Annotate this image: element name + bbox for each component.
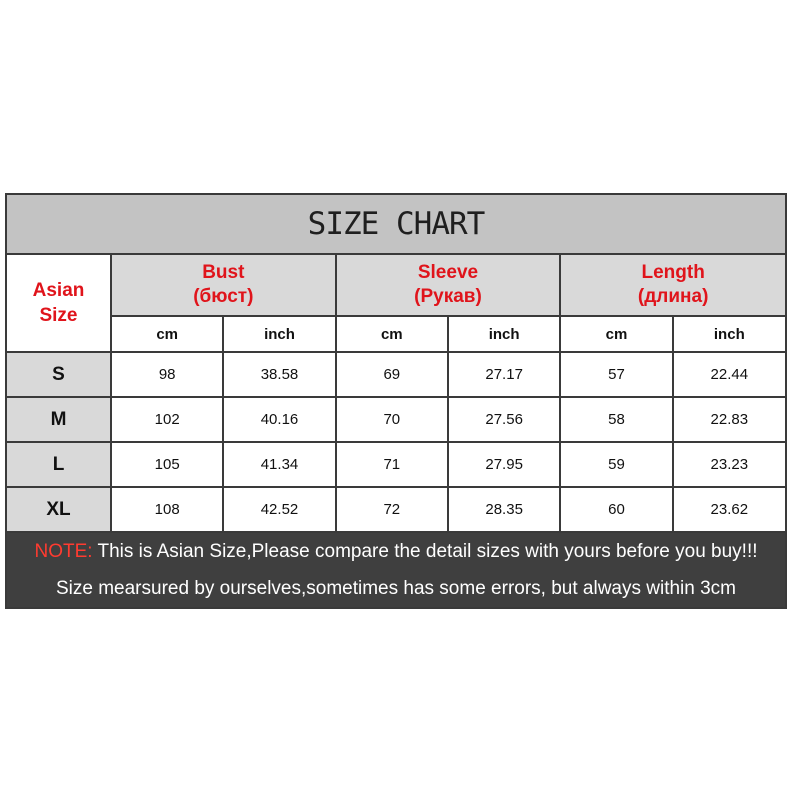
length-header <box>560 255 785 316</box>
asian-size-label-2: Size <box>39 305 78 326</box>
value-cell: 23.23 <box>673 442 785 487</box>
table-row <box>7 487 785 531</box>
value-cell: 40.16 <box>223 397 335 442</box>
value-cell: 72 <box>336 487 448 531</box>
value-cell: 108 <box>111 487 223 531</box>
value-cell: 71 <box>336 442 448 487</box>
size-table <box>7 255 785 531</box>
sleeve-header <box>336 255 561 316</box>
table-row <box>7 352 785 397</box>
value-cell: 57 <box>560 352 672 397</box>
size-cell: L <box>7 442 111 487</box>
value-cell: 22.44 <box>673 352 785 397</box>
bust-header <box>111 255 336 316</box>
asian-size-label-1: Asian <box>32 280 85 301</box>
value-cell: 69 <box>336 352 448 397</box>
table-row <box>7 442 785 487</box>
note-line-1 <box>7 533 785 570</box>
size-cell: M <box>7 397 111 442</box>
sleeve-label: Sleeve <box>417 262 479 283</box>
value-cell: 42.52 <box>223 487 335 531</box>
value-cell: 27.95 <box>448 442 560 487</box>
value-cell: 98 <box>111 352 223 397</box>
unit-cell: inch <box>448 316 560 352</box>
note-line-2: Size mearsured by ourselves,sometimes has some errors, but always within 3cm <box>55 577 737 599</box>
unit-cell: cm <box>336 316 448 352</box>
value-cell: 28.35 <box>448 487 560 531</box>
bust-sublabel: (бюст) <box>193 286 254 307</box>
value-cell: 58 <box>560 397 672 442</box>
bust-label: Bust <box>202 262 245 283</box>
unit-cell: cm <box>560 316 672 352</box>
length-label: Length <box>641 262 705 283</box>
value-cell: 27.17 <box>448 352 560 397</box>
value-cell: 38.58 <box>223 352 335 397</box>
chart-title: SIZE CHART <box>7 195 785 255</box>
unit-cell: cm <box>111 316 223 352</box>
value-cell: 41.34 <box>223 442 335 487</box>
sleeve-sublabel: (Рукав) <box>414 286 482 307</box>
notes-panel <box>7 531 785 607</box>
note-label: NOTE: <box>34 540 93 562</box>
unit-cell: inch <box>223 316 335 352</box>
value-cell: 59 <box>560 442 672 487</box>
size-chart <box>5 193 787 609</box>
asian-size-header <box>7 255 111 352</box>
size-cell: S <box>7 352 111 397</box>
value-cell: 22.83 <box>673 397 785 442</box>
value-cell: 102 <box>111 397 223 442</box>
value-cell: 27.56 <box>448 397 560 442</box>
table-row <box>7 397 785 442</box>
note-text: This is Asian Size,Please compare the detail sizes with yours before you buy!!! <box>92 540 758 562</box>
size-cell: XL <box>7 487 111 531</box>
value-cell: 23.62 <box>673 487 785 531</box>
unit-cell: inch <box>673 316 785 352</box>
value-cell: 105 <box>111 442 223 487</box>
value-cell: 70 <box>336 397 448 442</box>
value-cell: 60 <box>560 487 672 531</box>
length-sublabel: (длина) <box>637 286 709 307</box>
